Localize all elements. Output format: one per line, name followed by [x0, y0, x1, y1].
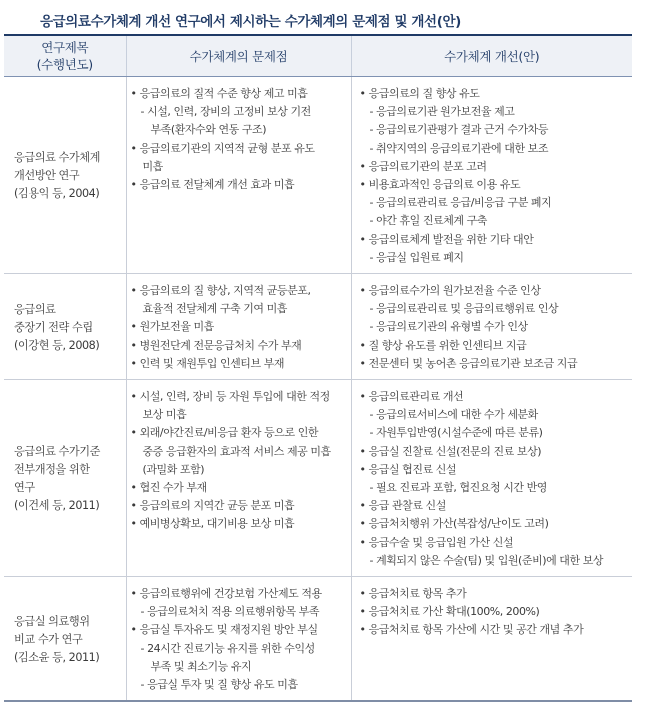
bullet-item: • 응급처치료 가산 확대(100%, 200%) [359, 605, 540, 619]
bullet-item: • 응급의료기관의 지역적 균형 분포 유도 [130, 141, 315, 155]
bullet-item: • 응급의료기관의 분포 고려 [359, 159, 487, 173]
bullet-item: • 응급실 투자유도 및 재정지원 방안 부실 [130, 623, 318, 637]
problems-list [131, 585, 351, 694]
table-row [4, 380, 632, 577]
study-line: (김소윤 등, 2011) [14, 650, 100, 664]
bullet-item: • 병원전단계 전문응급처치 수가 부재 [130, 338, 302, 352]
study-line: (김용익 등, 2004) [14, 187, 100, 201]
sub-item: - 응급의료관리료 응급/비응급 구분 폐지 [369, 196, 552, 210]
study-line: 중장기 전략 수립 [14, 320, 93, 334]
sub-item: - 응급의료서비스에 대한 수가 세분화 [369, 408, 538, 422]
sub-item: 보상 미흡 [142, 408, 187, 422]
bullet-item: • 응급의료관리료 개선 [359, 390, 464, 404]
sub-item: - 계획되지 않은 수술(팀) 및 입원(준비)에 대한 보상 [369, 553, 604, 567]
solutions-list [360, 388, 633, 570]
bullet-item: • 외래/야간진료/비응급 환자 등으로 인한 [130, 426, 319, 440]
bullet-item: • 예비병상확보, 대기비용 보상 미흡 [130, 517, 295, 531]
table-body [4, 77, 632, 702]
bullet-item: • 응급실 진찰료 신설(전문의 진료 보상) [359, 444, 542, 458]
study-line: (이강현 등, 2008) [14, 338, 100, 352]
bullet-item: • 응급의료의 질 향상, 지역적 균등분포, [130, 284, 311, 298]
bullet-item: • 시설, 인력, 장비 등 자원 투입에 대한 적정 [130, 390, 330, 404]
study-line: 응급실 의료행위 [14, 614, 90, 628]
problems-cell [126, 577, 351, 702]
bullet-item: • 응급의료 전달체계 개선 효과 미흡 [130, 178, 295, 192]
sub-item: - 야간 휴일 진료체계 구축 [369, 214, 487, 228]
bullet-item: • 응급의료행위에 건강보험 가산제도 적용 [130, 587, 322, 601]
sub-item: - 필요 진료과 포함, 협진요청 시간 반영 [369, 481, 547, 495]
sub-item: 부족(환자수와 연동 구조) [150, 123, 267, 137]
bullet-item: • 응급처치료 항목 가산에 시간 및 공간 개념 추가 [359, 623, 584, 637]
study-line: 전부개정을 위한 [14, 463, 90, 477]
study-line: 개선방안 연구 [14, 169, 80, 183]
study-line: 응급의료 수가기준 [14, 445, 100, 459]
study-line: 비교 수가 연구 [14, 632, 83, 646]
header-row [4, 35, 632, 77]
problems-cell [126, 274, 351, 380]
sub-item: - 응급실 입원료 폐지 [369, 250, 464, 264]
sub-item: - 자원투입반영(시설수준에 따른 분류) [369, 426, 543, 440]
sub-item: - 응급의료기관평가 결과 근거 수가차등 [369, 123, 549, 137]
study-line: 응급의료 [14, 302, 56, 316]
bullet-item: • 협진 수가 부재 [130, 481, 207, 495]
bullet-item: • 원가보전율 미흡 [130, 320, 214, 334]
sub-item: (과밀화 포함) [142, 462, 205, 476]
sub-item: - 24시간 진료기능 유지를 위한 수익성 [140, 641, 315, 655]
bullet-item: • 응급의료의 질 향상 유도 [359, 87, 480, 100]
bullet-item: • 전문센터 및 농어촌 응급의료기관 보조금 지급 [359, 356, 578, 370]
sub-item: 부족 및 최소기능 유지 [150, 659, 252, 673]
bullet-item: • 응급처치행위 가산(복잡성/난이도 고려) [359, 517, 549, 531]
bullet-item: • 질 향상 유도를 위한 인센티브 지급 [359, 338, 527, 352]
sub-item: - 응급실 투자 및 질 향상 유도 미흡 [140, 678, 298, 692]
problems-list [131, 282, 351, 373]
solutions-list [360, 282, 633, 373]
bullet-item: • 응급 관찰료 신설 [359, 499, 446, 513]
table-row [4, 577, 632, 702]
solutions-list [360, 85, 633, 267]
study-line: 연구 [14, 481, 35, 495]
bullet-item: • 응급처치료 항목 추가 [359, 587, 467, 601]
header-solutions: 수가체계 개선(안) [351, 35, 632, 77]
sub-item: 미흡 [142, 159, 163, 173]
study-line: (이건세 등, 2011) [14, 499, 100, 513]
bullet-item: • 인력 및 재원투입 인센티브 부재 [130, 356, 285, 370]
sub-item: - 시설, 인력, 장비의 고정비 보상 기전 [140, 105, 311, 119]
sub-item: 효율적 전달체계 구축 기여 미흡 [142, 302, 287, 316]
study-cell [4, 77, 126, 274]
problems-list [131, 388, 351, 534]
sub-item: 중증 응급환자의 효과적 서비스 제공 미흡 [142, 444, 331, 458]
table-row [4, 77, 632, 274]
sub-item: - 응급의료기관의 유형별 수가 인상 [369, 320, 528, 334]
problems-cell [126, 77, 351, 274]
study-cell [4, 274, 126, 380]
sub-item: - 응급의료관리료 및 응급의료행위료 인상 [369, 302, 559, 316]
header-problems: 수가체계의 문제점 [126, 35, 351, 77]
solutions-cell [351, 380, 632, 577]
bullet-item: • 비용효과적인 응급의료 이용 유도 [359, 178, 521, 192]
study-cell [4, 577, 126, 702]
solutions-cell [351, 577, 632, 702]
bullet-item: • 응급의료의 질적 수준 향상 제고 미흡 [130, 87, 308, 100]
solutions-cell [351, 274, 632, 380]
bullet-item: • 응급의료수가의 원가보전율 수준 인상 [359, 284, 541, 298]
sub-item: - 응급의료처치 적용 의료행위항목 부족 [140, 605, 320, 619]
header-study [4, 35, 126, 77]
header-study-line1: 연구제목 [41, 40, 89, 55]
table-row [4, 274, 632, 380]
study-cell [4, 380, 126, 577]
header-study-line2: (수행년도) [36, 57, 93, 72]
table-title: 응급의료수가체계 개선 연구에서 제시하는 수가체계의 문제점 및 개선(안) [40, 14, 461, 30]
bullet-item: • 응급수술 및 응급입원 가산 신설 [359, 535, 514, 549]
solutions-list [360, 585, 633, 640]
fee-system-table [4, 34, 632, 702]
bullet-item: • 응급실 협진료 신설 [359, 462, 457, 476]
problems-list [131, 85, 351, 194]
bullet-item: • 응급의료의 지역간 균등 분포 미흡 [130, 499, 295, 513]
sub-item: - 응급의료기관 원가보전율 제고 [369, 105, 515, 119]
sub-item: - 취약지역의 응급의료기관에 대한 보조 [369, 141, 549, 155]
problems-cell [126, 380, 351, 577]
bullet-item: • 응급의료체계 발전을 위한 기타 대안 [359, 232, 534, 246]
study-line: 응급의료 수가체계 [14, 151, 100, 165]
solutions-cell [351, 77, 632, 274]
